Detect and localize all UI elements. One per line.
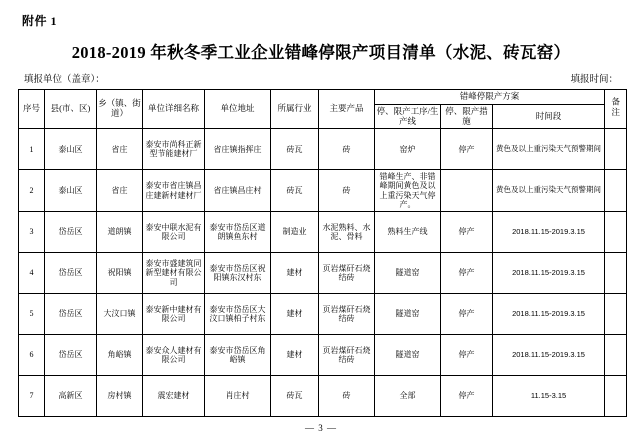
cell-period: 11.15-3.15 [493, 376, 605, 417]
cell-unit-detail: 泰安市盛建筑同新型建材有限公司 [143, 253, 205, 294]
cell-county: 高新区 [45, 376, 97, 417]
page-footer: — 3 — [305, 423, 337, 433]
cell-main-product: 页岩煤矸石烧结砖 [319, 253, 375, 294]
cell-remark [605, 129, 627, 170]
cell-unit-address: 肖庄村 [205, 376, 271, 417]
cell-town: 房村镇 [97, 376, 143, 417]
table-row [19, 335, 627, 376]
cell-county: 岱岳区 [45, 253, 97, 294]
cell-seq: 7 [19, 376, 45, 417]
header-seq: 序号 [19, 90, 45, 129]
cell-main-product: 砖 [319, 376, 375, 417]
cell-facility: 隧道窑 [375, 294, 441, 335]
cell-unit-detail: 泰安中联水泥有限公司 [143, 212, 205, 253]
header-industry: 所属行业 [271, 90, 319, 129]
cell-remark [605, 212, 627, 253]
cell-seq: 6 [19, 335, 45, 376]
table-row [19, 294, 627, 335]
project-listing-table [18, 89, 627, 417]
header-town: 乡（镇、街道） [97, 90, 143, 129]
cell-town: 祝阳镇 [97, 253, 143, 294]
cell-period: 2018.11.15-2019.3.15 [493, 335, 605, 376]
cell-period: 黄色及以上重污染天气预警期间 [493, 170, 605, 212]
header-county: 县(市、区) [45, 90, 97, 129]
cell-unit-address: 泰安市岱岳区道朗镇鱼东村 [205, 212, 271, 253]
cell-county: 岱岳区 [45, 294, 97, 335]
header-remark: 备注 [605, 90, 627, 129]
page-title: 2018-2019 年秋冬季工业企业错峰停限产项目清单（水泥、砖瓦窑） [71, 43, 571, 62]
cell-unit-address: 泰安市岱岳区祝阳镇东汉村东 [205, 253, 271, 294]
cell-unit-address: 省庄镇昌庄村 [205, 170, 271, 212]
cell-town: 大汶口镇 [97, 294, 143, 335]
cell-remark [605, 294, 627, 335]
cell-industry: 砖瓦 [271, 376, 319, 417]
cell-measure: 停产 [441, 294, 493, 335]
cell-county: 泰山区 [45, 129, 97, 170]
meta-row [18, 71, 624, 89]
cell-remark [605, 376, 627, 417]
cell-industry: 建材 [271, 294, 319, 335]
cell-main-product: 页岩煤矸石烧结砖 [319, 335, 375, 376]
header-measure: 停、限产措施 [441, 104, 493, 129]
cell-unit-detail: 泰安众人建材有限公司 [143, 335, 205, 376]
cell-measure [441, 170, 493, 212]
cell-industry: 制造业 [271, 212, 319, 253]
cell-unit-detail: 泰安市尚科正新型节能建材厂 [143, 129, 205, 170]
cell-town: 道朗镇 [97, 212, 143, 253]
cell-measure: 停产 [441, 335, 493, 376]
cell-measure: 停产 [441, 253, 493, 294]
table-row [19, 129, 627, 170]
header-main-product: 主要产品 [319, 90, 375, 129]
cell-main-product: 页岩煤矸石烧结砖 [319, 294, 375, 335]
cell-facility: 隧道窑 [375, 335, 441, 376]
cell-main-product: 水泥熟料、水泥、骨料 [319, 212, 375, 253]
cell-town: 省庄 [97, 170, 143, 212]
cell-period: 黄色及以上重污染天气预警期间 [493, 129, 605, 170]
cell-remark [605, 170, 627, 212]
header-facility: 停、限产工序/生产线 [375, 104, 441, 129]
table-row [19, 376, 627, 417]
cell-seq: 3 [19, 212, 45, 253]
cell-industry: 建材 [271, 335, 319, 376]
cell-unit-address: 泰安市岱岳区角峪镇 [205, 335, 271, 376]
attachment-label: 附件 1 [22, 14, 58, 28]
cell-county: 岱岳区 [45, 212, 97, 253]
cell-remark [605, 253, 627, 294]
cell-facility: 隧道窑 [375, 253, 441, 294]
header-unit-detail: 单位详细名称 [143, 90, 205, 129]
cell-facility: 全部 [375, 376, 441, 417]
cell-industry: 建材 [271, 253, 319, 294]
cell-industry: 砖瓦 [271, 170, 319, 212]
fill-time-label: 填报时间： [570, 75, 618, 85]
cell-unit-detail: 泰安新中建材有限公司 [143, 294, 205, 335]
cell-main-product: 砖 [319, 170, 375, 212]
cell-period: 2018.11.15-2019.3.15 [493, 294, 605, 335]
cell-facility: 熟料生产线 [375, 212, 441, 253]
cell-unit-detail: 震宏建材 [143, 376, 205, 417]
cell-unit-address: 泰安市岱岳区大汶口镇柏子村东 [205, 294, 271, 335]
cell-unit-detail: 泰安市省庄镇昌庄建新村建材厂 [143, 170, 205, 212]
cell-measure: 停产 [441, 129, 493, 170]
fill-unit-label: 填报单位（盖章）： [24, 75, 105, 85]
cell-period: 2018.11.15-2019.3.15 [493, 212, 605, 253]
header-period: 时间段 [493, 104, 605, 129]
table-body [19, 129, 627, 417]
cell-main-product: 砖 [319, 129, 375, 170]
cell-measure: 停产 [441, 376, 493, 417]
cell-remark [605, 335, 627, 376]
cell-seq: 2 [19, 170, 45, 212]
cell-seq: 1 [19, 129, 45, 170]
cell-seq: 4 [19, 253, 45, 294]
header-plan-group: 错峰停限产方案 [375, 90, 605, 105]
header-unit-address: 单位地址 [205, 90, 271, 129]
cell-facility: 错峰生产、非错峰期间黄色及以上重污染天气停产。 [375, 170, 441, 212]
cell-industry: 砖瓦 [271, 129, 319, 170]
table-row [19, 212, 627, 253]
cell-facility: 窑炉 [375, 129, 441, 170]
table-header-row-1 [19, 90, 627, 105]
cell-county: 泰山区 [45, 170, 97, 212]
cell-unit-address: 省庄镇指挥庄 [205, 129, 271, 170]
cell-town: 省庄 [97, 129, 143, 170]
cell-county: 岱岳区 [45, 335, 97, 376]
cell-period: 2018.11.15-2019.3.15 [493, 253, 605, 294]
cell-town: 角峪镇 [97, 335, 143, 376]
table-row [19, 170, 627, 212]
cell-seq: 5 [19, 294, 45, 335]
table-row [19, 253, 627, 294]
cell-measure: 停产 [441, 212, 493, 253]
